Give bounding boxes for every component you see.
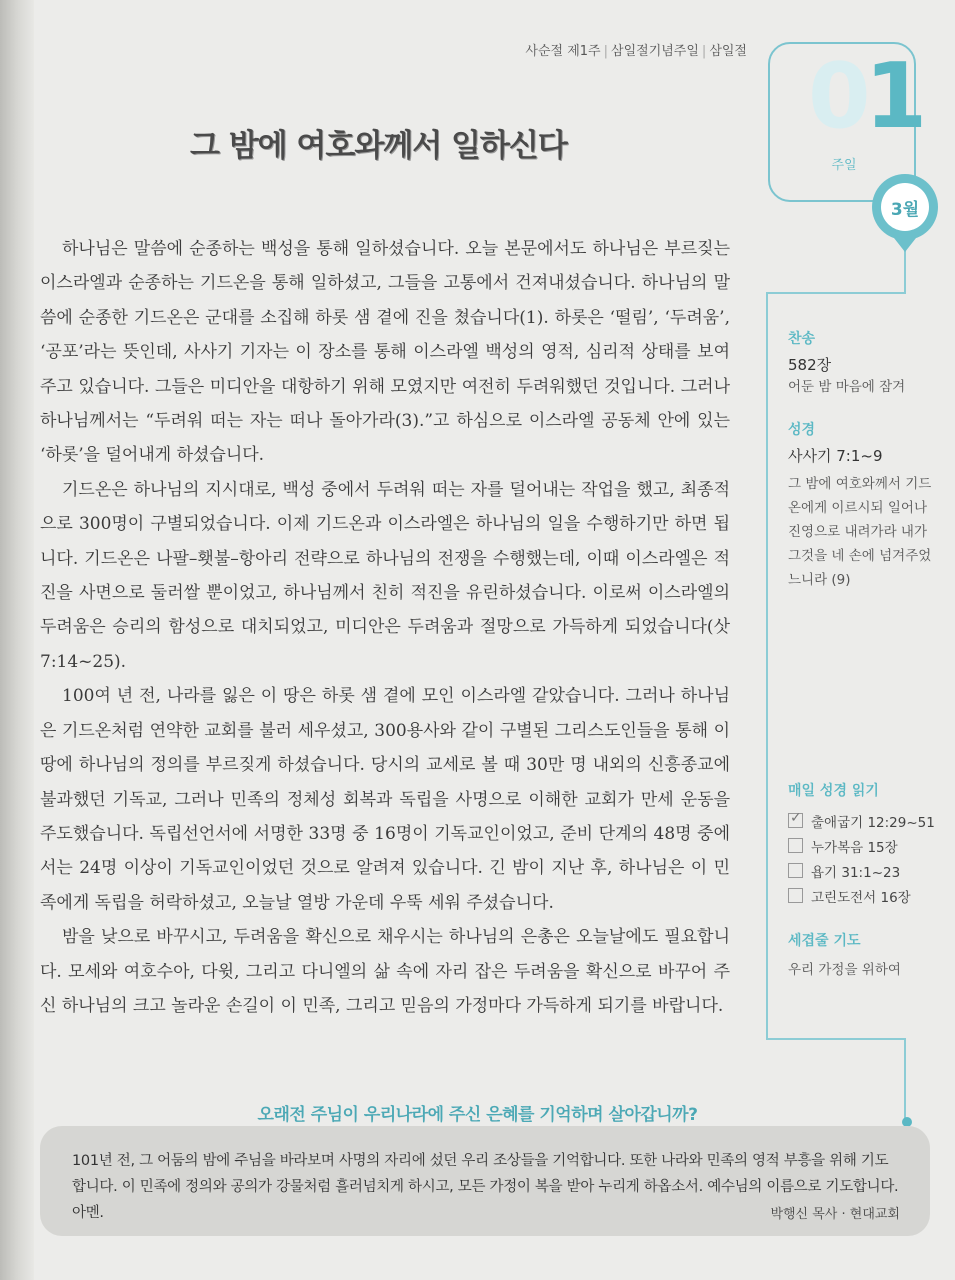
scripture-reference: 사사기 7:1~9 — [788, 447, 883, 465]
page-title: 그 밤에 여호와께서 일하신다 — [190, 128, 567, 164]
checkbox-checked-icon[interactable] — [788, 813, 803, 828]
header-separator: | — [603, 44, 609, 59]
hymn-label: 찬송 — [788, 331, 816, 347]
header-separator: | — [701, 44, 707, 59]
sidebar-line-bottom — [766, 1038, 906, 1040]
checkbox-icon[interactable] — [788, 838, 803, 853]
article-paragraph: 하나님은 말씀에 순종하는 백성을 통해 일하셨습니다. 오늘 본문에서도 하나님은 부르짖는 이스라엘과 순종하는 기드온을 통해 일하셨고, 그들을 고통에서 건져내셨습니다. 하나님의 말씀에 순종한 기드온은 군대를 소집해 하롯 샘 곁에 진을 쳤습니다(1). 하롯은 ‘떨림’, ‘두려움’, ‘공포’라는 뜻인데, 사사기 기자는 이 장소를 통해 이스라엘 백성의 영적, 심리적 상태를 보여 주고 있습니다. 그들은 미디안을 대항하기 위해 모였지만 여전히 두려워했던 것입니다. 그러나 하나님께서는 “두려워 떠는 자는 떠나 돌아가라(3).”고 하심으로 이스라엘 공동체 안에 있는 ‘하롯’을 덜어내게 하셨습니다. — [40, 239, 730, 466]
header-week: 삼일절기념주일 — [611, 44, 699, 59]
prayer-topic: 우리 가정을 위하여 — [788, 962, 901, 978]
scripture-verse: 그 밤에 여호와께서 기드온에게 이르시되 일어나 진영으로 내려가라 내가 그것을 네 손에 넘겨주었느니라 (9) — [788, 476, 932, 588]
reading-label: 매일 성경 읽기 — [788, 783, 879, 799]
day-number-one: 1 — [864, 44, 922, 149]
header-season: 사순절 제1주 — [525, 44, 601, 59]
reading-item[interactable] — [788, 858, 935, 883]
reading-text: 고린도전서 16장 — [811, 889, 911, 906]
reading-item[interactable] — [788, 833, 935, 858]
sidebar-line-h — [768, 292, 906, 294]
month-pin-icon — [872, 174, 938, 240]
checkbox-icon[interactable] — [788, 863, 803, 878]
article-paragraph: 기드온은 하나님의 지시대로, 백성 중에서 두려워 떠는 자를 덜어내는 작업을 했고, 최종적으로 300명이 구별되었습니다. 이제 기드온과 이스라엘은 하나님의 일을 수행하기만 하면 됩니다. 기드온은 나팔–횃불–항아리 전략으로 하나님의 전쟁을 수행했는데, 이때 이스라엘은 적진을 사면으로 둘러쌀 뿐이었고, 하나님께서 친히 적진을 유린하셨습니다. 이로써 이스라엘의 두려움은 승리의 함성으로 대치되었고, 미디안은 두려움과 절망으로 가득하게 되었습니다(삿 7:14~25). — [40, 479, 730, 672]
reading-item[interactable] — [788, 808, 935, 833]
day-of-week: 주일 — [831, 158, 857, 173]
month-label: 3월 — [881, 183, 929, 231]
scripture-label: 성경 — [788, 422, 816, 438]
sidebar — [788, 328, 948, 592]
reading-text: 욥기 31:1~23 — [811, 864, 901, 881]
article-paragraph: 100여 년 전, 나라를 잃은 이 땅은 하롯 샘 곁에 모인 이스라엘 같았습니다. 그러나 하나님은 기드온처럼 연약한 교회를 불러 세우셨고, 300용사와 같이 구별된 그리스도인들을 통해 이 땅에 하나님의 정의를 부르짖게 하셨습니다. 당시의 교세로 볼 때 30만 명 내외의 신흥종교에 불과했던 기독교, 그러나 민족의 정체성 회복과 독립을 사명으로 이해한 교회가 만세 운동을 주도했습니다. 독립선언서에 서명한 33명 중 16명이 기독교인이었고, 준비 단계의 48명 중에서는 24명 이상이 기독교인이었던 것으로 알려져 있습니다. 긴 밤이 지난 후, 하나님은 이 민족에게 독립을 허락하셨고, 오늘날 열방 가운데 우뚝 세워 주셨습니다. — [40, 686, 730, 913]
prayer-topic-label: 세겹줄 기도 — [788, 933, 861, 949]
header-breadcrumb — [525, 40, 747, 59]
reading-text: 누가복음 15장 — [811, 839, 898, 856]
prayer-author: 박행신 목사 · 현대교회 — [770, 1207, 900, 1222]
sidebar-line-left — [766, 292, 768, 1040]
prayer-text: 101년 전, 그 어둠의 밤에 주님을 바라보며 사명의 자리에 섰던 우리 조상들을 기억합니다. 또한 나라와 민족의 영적 부흥을 위해 기도합니다. 이 민족에 정의와 공의가 강물처럼 흘러넘치게 하시고, 모든 가정이 복을 받아 누리게 하옵소서. 예수님의 이름으로 기도합니다. 아멘. — [72, 1153, 899, 1221]
reading-text: 출애굽기 12:29~51 — [811, 814, 935, 831]
prayer-box — [40, 1126, 930, 1236]
day-number-zero: 0 — [808, 44, 865, 149]
article-body — [40, 232, 730, 1023]
hymn-title: 어둔 밤 마음에 잠겨 — [788, 379, 906, 395]
day-number — [808, 44, 922, 149]
hymn-number: 582장 — [788, 356, 832, 374]
article-paragraph: 밤을 낮으로 바꾸시고, 두려움을 확신으로 채우시는 하나님의 은총은 오늘날에도 필요합니다. 모세와 여호수아, 다윗, 그리고 다니엘의 삶 속에 자리 잡은 두려움을 확신으로 바꾸어 주신 하나님의 크고 놀라운 손길이 이 민족, 그리고 믿음의 가정마다 가득하게 되기를 바랍니다. — [40, 927, 730, 1016]
checkbox-icon[interactable] — [788, 888, 803, 903]
reflection-question: 오래전 주님이 우리나라에 주신 은혜를 기억하며 살아갑니까? — [257, 1105, 698, 1125]
reading-item[interactable] — [788, 883, 935, 908]
daily-reading — [788, 783, 935, 982]
page-binding-shadow — [0, 0, 34, 1280]
header-holiday: 삼일절 — [709, 44, 747, 59]
